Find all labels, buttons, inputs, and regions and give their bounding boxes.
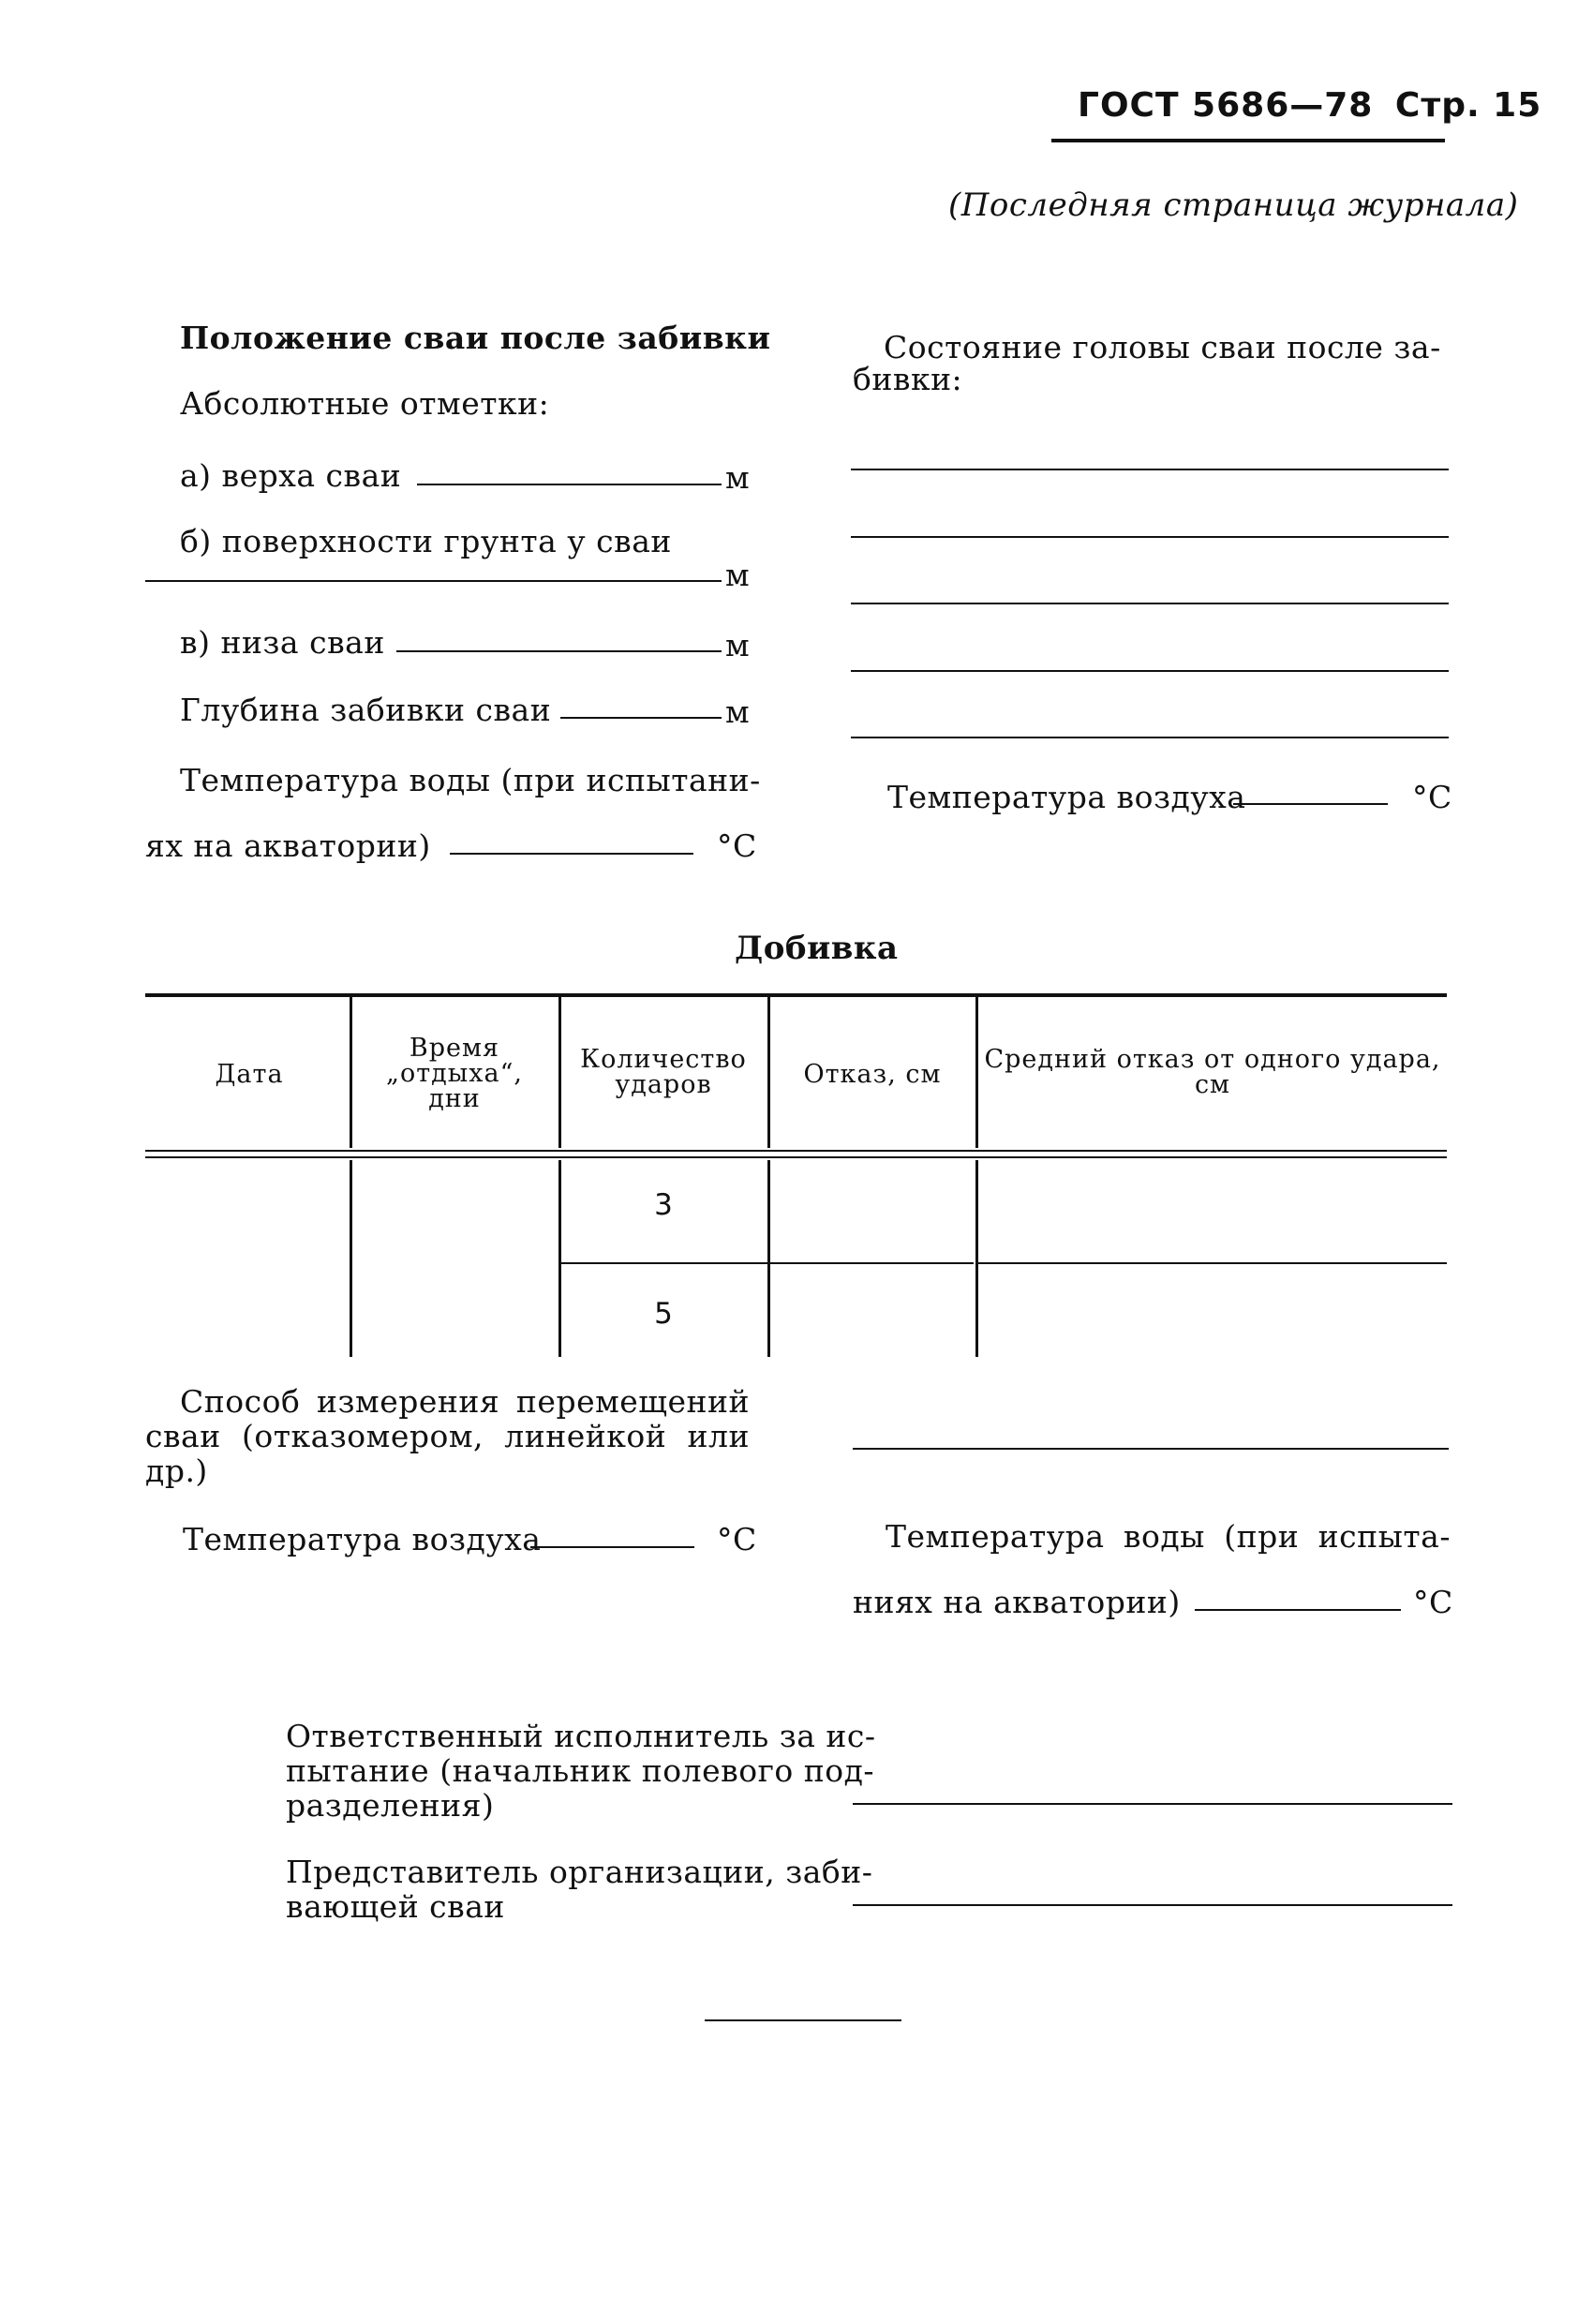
responsible-executor-l3: разделения) [286, 1786, 495, 1824]
water-temp-field-2[interactable] [1195, 1609, 1401, 1611]
representative-l2: вающей сваи [286, 1887, 505, 1925]
bottom-of-pile-field[interactable] [396, 650, 722, 652]
top-of-pile-field[interactable] [417, 484, 722, 485]
end-of-document-rule [705, 2019, 901, 2021]
top-of-pile-label: а) верха сваи [180, 457, 402, 494]
representative-label [286, 1854, 873, 1925]
col-header-date-text: Дата [215, 1060, 284, 1089]
col-header-rest-time-l3: дни [428, 1084, 481, 1113]
col-header-avg-refusal [978, 1047, 1447, 1097]
air-temp-label: Температура воздуха [887, 779, 1246, 815]
responsible-executor-label [286, 1718, 876, 1824]
unit-celsius-3: °С [717, 1521, 757, 1557]
driving-depth-field[interactable] [560, 717, 722, 719]
unit-celsius-1: °С [717, 827, 757, 864]
representative-signature-line[interactable] [853, 1904, 1452, 1906]
ground-surface-label: б) поверхности грунта у сваи [180, 523, 672, 559]
col-header-blow-count [561, 1047, 766, 1097]
driving-depth-label: Глубина забивки сваи [180, 692, 552, 728]
row-divider-avg [978, 1262, 1447, 1264]
water-temp-field[interactable] [450, 853, 693, 855]
col-header-avg-refusal-l2: см [1194, 1070, 1231, 1099]
page-header [1078, 86, 1541, 125]
table-header-border-2 [145, 1156, 1447, 1158]
head-state-label-cont: бивки: [853, 361, 963, 397]
dobivka-title: Добивка [735, 930, 899, 967]
measurement-method-l3: др.) [145, 1452, 208, 1489]
responsible-executor-l2: пытание (начальник полевого под- [286, 1751, 875, 1789]
unit-celsius-4: °С [1413, 1584, 1453, 1620]
unit-m-4: м [725, 693, 751, 730]
body-divider-4 [975, 1160, 978, 1357]
measurement-method-label [145, 1385, 750, 1489]
air-temp-label-2: Температура воздуха [183, 1521, 542, 1557]
header-rule [1051, 139, 1445, 142]
measurement-method-l2: сваи (отказомером, линейкой или [145, 1417, 750, 1454]
table-header-border [145, 1150, 1447, 1152]
ground-surface-field[interactable] [145, 580, 722, 582]
col-header-avg-refusal-l1: Средний отказ от одного удара, [984, 1045, 1441, 1074]
bottom-of-pile-label: в) низа сваи [180, 624, 385, 661]
water-temp-label-2 [851, 1520, 1451, 1555]
table-top-border [145, 993, 1447, 997]
head-state-line-1[interactable] [851, 469, 1449, 470]
row-divider-count [561, 1262, 974, 1264]
col-header-refusal-text: Отказ, см [803, 1060, 942, 1089]
body-divider-1 [350, 1160, 352, 1357]
position-title: Положение сваи после забивки [180, 320, 771, 356]
col-header-blow-count-l1: Количество [580, 1045, 747, 1074]
measurement-method-l1: Способ измерения перемещений [180, 1383, 750, 1420]
unit-m-3: м [725, 627, 751, 663]
unit-m-1: м [725, 459, 751, 496]
col-header-rest-time-l1: Время [409, 1034, 500, 1063]
water-temp-label-2-cont: ниях на акватории) [853, 1584, 1181, 1620]
air-temp-field-2[interactable] [530, 1546, 694, 1548]
page-subtitle: (Последняя страница журнала) [948, 186, 1519, 224]
measurement-method-field[interactable] [853, 1448, 1449, 1450]
col-header-rest-time-l2: „отдыха“, [385, 1059, 523, 1088]
responsible-executor-l1: Ответственный исполнитель за ис- [286, 1718, 876, 1754]
col-header-date [150, 1062, 349, 1087]
table-row-2-count: 5 [654, 1297, 673, 1331]
water-temp-label-2-l1: Температура воды (при испыта- [886, 1518, 1451, 1555]
head-state-label: Состояние головы сваи после за- [884, 329, 1441, 365]
body-divider-3 [767, 1160, 770, 1357]
head-state-line-3[interactable] [851, 603, 1449, 604]
head-state-line-2[interactable] [851, 536, 1449, 538]
head-state-line-4[interactable] [851, 670, 1449, 672]
representative-l1: Представитель организации, заби- [286, 1854, 873, 1890]
responsible-executor-signature-line[interactable] [853, 1803, 1452, 1805]
water-temp-label: Температура воды (при испытани- [180, 762, 761, 798]
water-temp-label-cont: ях на акватории) [145, 827, 431, 864]
unit-celsius-2: °С [1412, 779, 1452, 815]
col-header-blow-count-l2: ударов [615, 1070, 712, 1099]
col-header-refusal [770, 1062, 975, 1087]
standard-number: ГОСТ 5686—78 [1078, 86, 1374, 125]
page-number: Стр. 15 [1394, 86, 1542, 125]
table-row-1-count: 3 [654, 1188, 673, 1222]
air-temp-field[interactable] [1233, 803, 1388, 805]
abs-marks-label: Абсолютные отметки: [180, 385, 550, 422]
col-header-rest-time [352, 1035, 557, 1111]
unit-m-2: м [725, 557, 751, 593]
head-state-line-5[interactable] [851, 737, 1449, 738]
